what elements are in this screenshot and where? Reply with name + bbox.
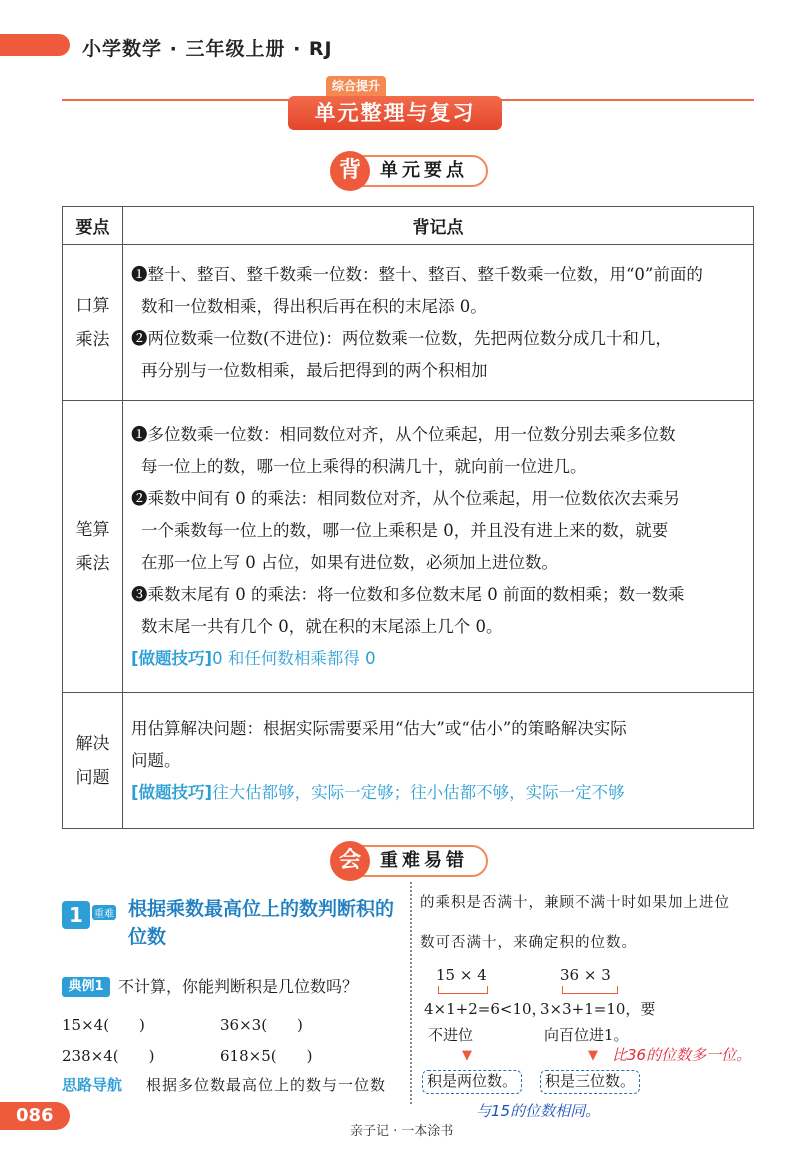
tip-line [131, 777, 745, 809]
hint-text: 根据多位数最高位上的数与一位数 [146, 1076, 387, 1094]
calc-step: 不进位 [428, 1026, 474, 1044]
part-heading-difficult-points [338, 845, 488, 877]
hint-continuation: 数可否满十，来确定积的位数。 [420, 935, 637, 951]
key-points-table [62, 206, 754, 829]
exercise-item: 15×4( ) [62, 1016, 145, 1034]
exercise-item: 36×3( ) [220, 1016, 303, 1034]
calc-expression: 15 × 4 [436, 966, 487, 984]
table-row [63, 401, 754, 693]
tip-line [131, 643, 745, 675]
column-header: 要点 [63, 207, 123, 245]
row-content: ❶整十、整百、整千数乘一位数：整十、整百、整千数乘一位数，用“0”前面的 数和一位数相乘，得出积后再在积的末尾添 0。 ❷两位数乘一位数(不进位)：两位数乘一位数，先把两位数分成几十和几， 再分别与一位数相乘，最后把得到的两个积相加 [123, 245, 754, 401]
example-badge: 典例1 [62, 977, 110, 997]
exercise-item: 618×5( ) [220, 1047, 313, 1065]
calc-step: 4×1+2=6<10， [424, 1000, 547, 1018]
calc-result: 积是两位数。 [422, 1070, 522, 1094]
hint-label: 思路导航 [62, 1076, 123, 1094]
row-content: 用估算解决问题：根据实际需要采用“估大”或“估小”的策略解决实际 问题。 [做题技巧]往大估都够，实际一定够；往小估都不够，实际一定不够 [123, 693, 754, 829]
calc-bracket [562, 986, 618, 994]
down-arrow-icon: ▼ [588, 1048, 598, 1063]
row-key: 解决 问题 [63, 693, 123, 829]
column-divider [410, 882, 412, 1104]
table-row [63, 245, 754, 401]
calc-expression: 36 × 3 [560, 966, 611, 984]
section-tag: 综合提升 [326, 76, 386, 96]
footer-brand: 亲子记 · 一本涂书 [350, 1124, 454, 1139]
table-row [63, 693, 754, 829]
page-number: 086 [0, 1102, 70, 1130]
exercise-item: 238×4( ) [62, 1047, 155, 1065]
master-icon: 会 [330, 841, 370, 881]
header-accent-bar [0, 34, 70, 56]
part-title: 单元要点 [380, 160, 468, 181]
tip-label: [做题技巧] [131, 648, 213, 668]
point-number-badge: 1 [62, 901, 90, 929]
calc-bracket [438, 986, 488, 994]
column-header: 背记点 [123, 207, 754, 245]
row-key: 口算 乘法 [63, 245, 123, 401]
calc-step: 3×3+1=10，要 [540, 1000, 656, 1018]
table-header-row [63, 207, 754, 245]
calc-result: 积是三位数。 [540, 1070, 640, 1094]
example-question: 不计算，你能判断积是几位数吗？ [118, 977, 359, 996]
handwritten-note: 与15的位数相同。 [476, 1102, 601, 1120]
handwritten-note: 比36的位数多一位。 [612, 1046, 752, 1064]
row-content: ❶多位数乘一位数：相同数位对齐，从个位乘起，用一位数分别去乘多位数 每一位上的数，哪一位上乘得的积满几十，就向前一位进几。 ❷乘数中间有 0 的乘法：相同数位对齐，从个位乘起，用一位数依次去乘另 一个乘数每一位上的数，哪一位上乘积是 0，并且没有进上来的数，就要 在那一位上写 0 占位，如果有进位数，必须加上进位数。 ❸乘数末尾有 0 的乘法：将一位数和多位数末尾 0 前面的数相乘；数一数乘 数末尾一共有几个 0，就在积的末尾添上几个 0。 [做题技巧]0 和任何数相乘都得 0 [123, 401, 754, 693]
difficulty-tag: 重难 [92, 905, 116, 920]
hint-continuation: 的乘积是否满十，兼顾不满十时如果加上进位 [420, 895, 730, 911]
tip-label: [做题技巧] [131, 782, 213, 802]
tip-text: 0 和任何数相乘都得 0 [212, 648, 376, 668]
calc-step: 向百位进1。 [544, 1026, 629, 1044]
section-title: 单元整理与复习 [288, 96, 502, 130]
part-title: 重难易错 [380, 850, 468, 871]
row-key: 笔算 乘法 [63, 401, 123, 693]
memorize-icon: 背 [330, 151, 370, 191]
part-heading-key-points [338, 155, 488, 187]
point-title: 根据乘数最高位上的数判断积的 位数 [128, 898, 395, 948]
tip-text: 往大估都够，实际一定够；往小估都不够，实际一定不够 [212, 782, 625, 802]
down-arrow-icon: ▼ [462, 1048, 472, 1063]
book-title: 小学数学 · 三年级上册 · RJ [82, 38, 333, 60]
